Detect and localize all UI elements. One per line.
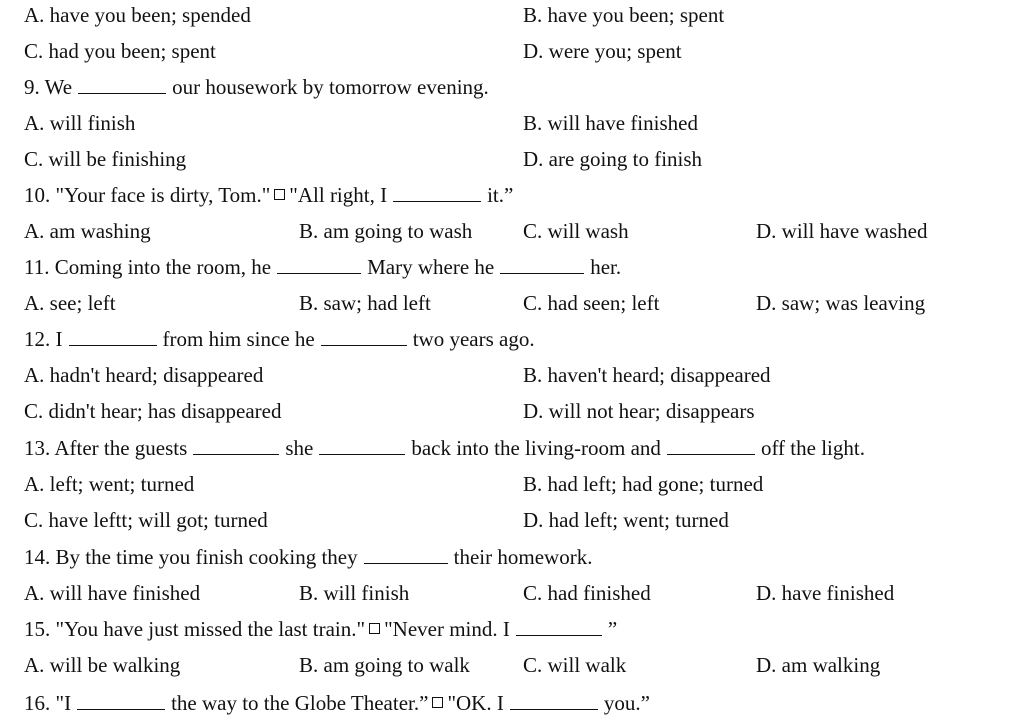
q14-text-1: 14. By the time you finish cooking they bbox=[24, 545, 358, 569]
q14-blank bbox=[364, 563, 448, 564]
q14-option-d: D. have finished bbox=[756, 581, 895, 605]
q11-option-b: B. saw; had left bbox=[299, 291, 431, 315]
q11-question bbox=[24, 252, 621, 282]
box-icon bbox=[432, 697, 443, 708]
q11-option-d: D. saw; was leaving bbox=[756, 291, 926, 315]
q13-option-a: A. left; went; turned bbox=[24, 472, 195, 496]
q15-text-2: "Never mind. I bbox=[384, 617, 510, 641]
q11-text-2: Mary where he bbox=[367, 255, 495, 279]
q9-option-d: D. are going to finish bbox=[523, 147, 703, 171]
q9-text-1: 9. We bbox=[24, 75, 73, 99]
q12-option-c: C. didn't hear; has disappeared bbox=[24, 399, 282, 423]
q13-option-c: C. have leftt; will got; turned bbox=[24, 508, 268, 532]
box-icon bbox=[369, 623, 380, 634]
q12-option-b: B. haven't heard; disappeared bbox=[523, 363, 771, 387]
q13-question bbox=[24, 433, 865, 463]
q15-text-3: ” bbox=[607, 617, 618, 641]
q15-blank bbox=[516, 635, 602, 636]
q11-text-3: her. bbox=[590, 255, 622, 279]
q13-text-1: 13. After the guests bbox=[24, 436, 188, 460]
q14-option-b: B. will finish bbox=[299, 581, 410, 605]
q13-text-2: she bbox=[285, 436, 314, 460]
q11-option-a: A. see; left bbox=[24, 291, 116, 315]
q12-blank-1 bbox=[69, 345, 157, 346]
q13-blank-2 bbox=[319, 454, 405, 455]
q12-question bbox=[24, 324, 535, 354]
q12-text-3: two years ago. bbox=[412, 327, 535, 351]
q9-option-b: B. will have finished bbox=[523, 111, 698, 135]
q15-option-c: C. will walk bbox=[523, 653, 627, 677]
q9-option-a: A. will finish bbox=[24, 111, 136, 135]
q13-option-d: D. had left; went; turned bbox=[523, 508, 729, 532]
q14-text-2: their homework. bbox=[453, 545, 593, 569]
q13-text-4: off the light. bbox=[760, 436, 865, 460]
q16-text-3: "OK. I bbox=[447, 691, 504, 715]
q10-option-b: B. am going to wash bbox=[299, 219, 473, 243]
q13-option-b: B. had left; had gone; turned bbox=[523, 472, 764, 496]
q10-option-c: C. will wash bbox=[523, 219, 629, 243]
q10-blank bbox=[393, 201, 481, 202]
q9-option-c: C. will be finishing bbox=[24, 147, 187, 171]
q10-text-3: it.” bbox=[487, 183, 514, 207]
q15-option-a: A. will be walking bbox=[24, 653, 181, 677]
q10-text-2: "All right, I bbox=[289, 183, 388, 207]
q10-text-1: 10. "Your face is dirty, Tom." bbox=[24, 183, 271, 207]
q9-text-2: our housework by tomorrow evening. bbox=[172, 75, 489, 99]
q16-blank-2 bbox=[510, 709, 598, 710]
q13-text-3: back into the living-room and bbox=[411, 436, 661, 460]
q16-text-1: 16. "I bbox=[24, 691, 72, 715]
q14-question bbox=[24, 542, 592, 572]
q12-option-d: D. will not hear; disappears bbox=[523, 399, 755, 423]
q15-option-d: D. am walking bbox=[756, 653, 881, 677]
q8-option-b: B. have you been; spent bbox=[523, 3, 725, 27]
q8-option-c: C. had you been; spent bbox=[24, 39, 216, 63]
q14-option-c: C. had finished bbox=[523, 581, 651, 605]
q12-option-a: A. hadn't heard; disappeared bbox=[24, 363, 264, 387]
q11-text-1: 11. Coming into the room, he bbox=[24, 255, 272, 279]
q16-text-2: the way to the Globe Theater.” bbox=[171, 691, 429, 715]
q8-option-d: D. were you; spent bbox=[523, 39, 682, 63]
q15-question bbox=[24, 614, 617, 644]
q11-blank-1 bbox=[277, 273, 361, 274]
box-icon bbox=[274, 189, 285, 200]
q15-option-b: B. am going to walk bbox=[299, 653, 470, 677]
q8-option-a: A. have you been; spended bbox=[24, 3, 251, 27]
q11-blank-2 bbox=[500, 273, 584, 274]
q12-text-2: from him since he bbox=[162, 327, 315, 351]
q10-question bbox=[24, 180, 513, 210]
q13-blank-3 bbox=[667, 454, 755, 455]
q12-blank-2 bbox=[321, 345, 407, 346]
q12-text-1: 12. I bbox=[24, 327, 63, 351]
q9-blank bbox=[78, 93, 166, 94]
q16-text-4: you.” bbox=[603, 691, 650, 715]
q13-blank-1 bbox=[193, 454, 279, 455]
q16-blank-1 bbox=[77, 709, 165, 710]
q10-option-d: D. will have washed bbox=[756, 219, 928, 243]
q11-option-c: C. had seen; left bbox=[523, 291, 660, 315]
q10-option-a: A. am washing bbox=[24, 219, 151, 243]
q16-question bbox=[24, 688, 650, 718]
q9-question bbox=[24, 72, 489, 102]
q15-text-1: 15. "You have just missed the last train." bbox=[24, 617, 366, 641]
q14-option-a: A. will have finished bbox=[24, 581, 201, 605]
